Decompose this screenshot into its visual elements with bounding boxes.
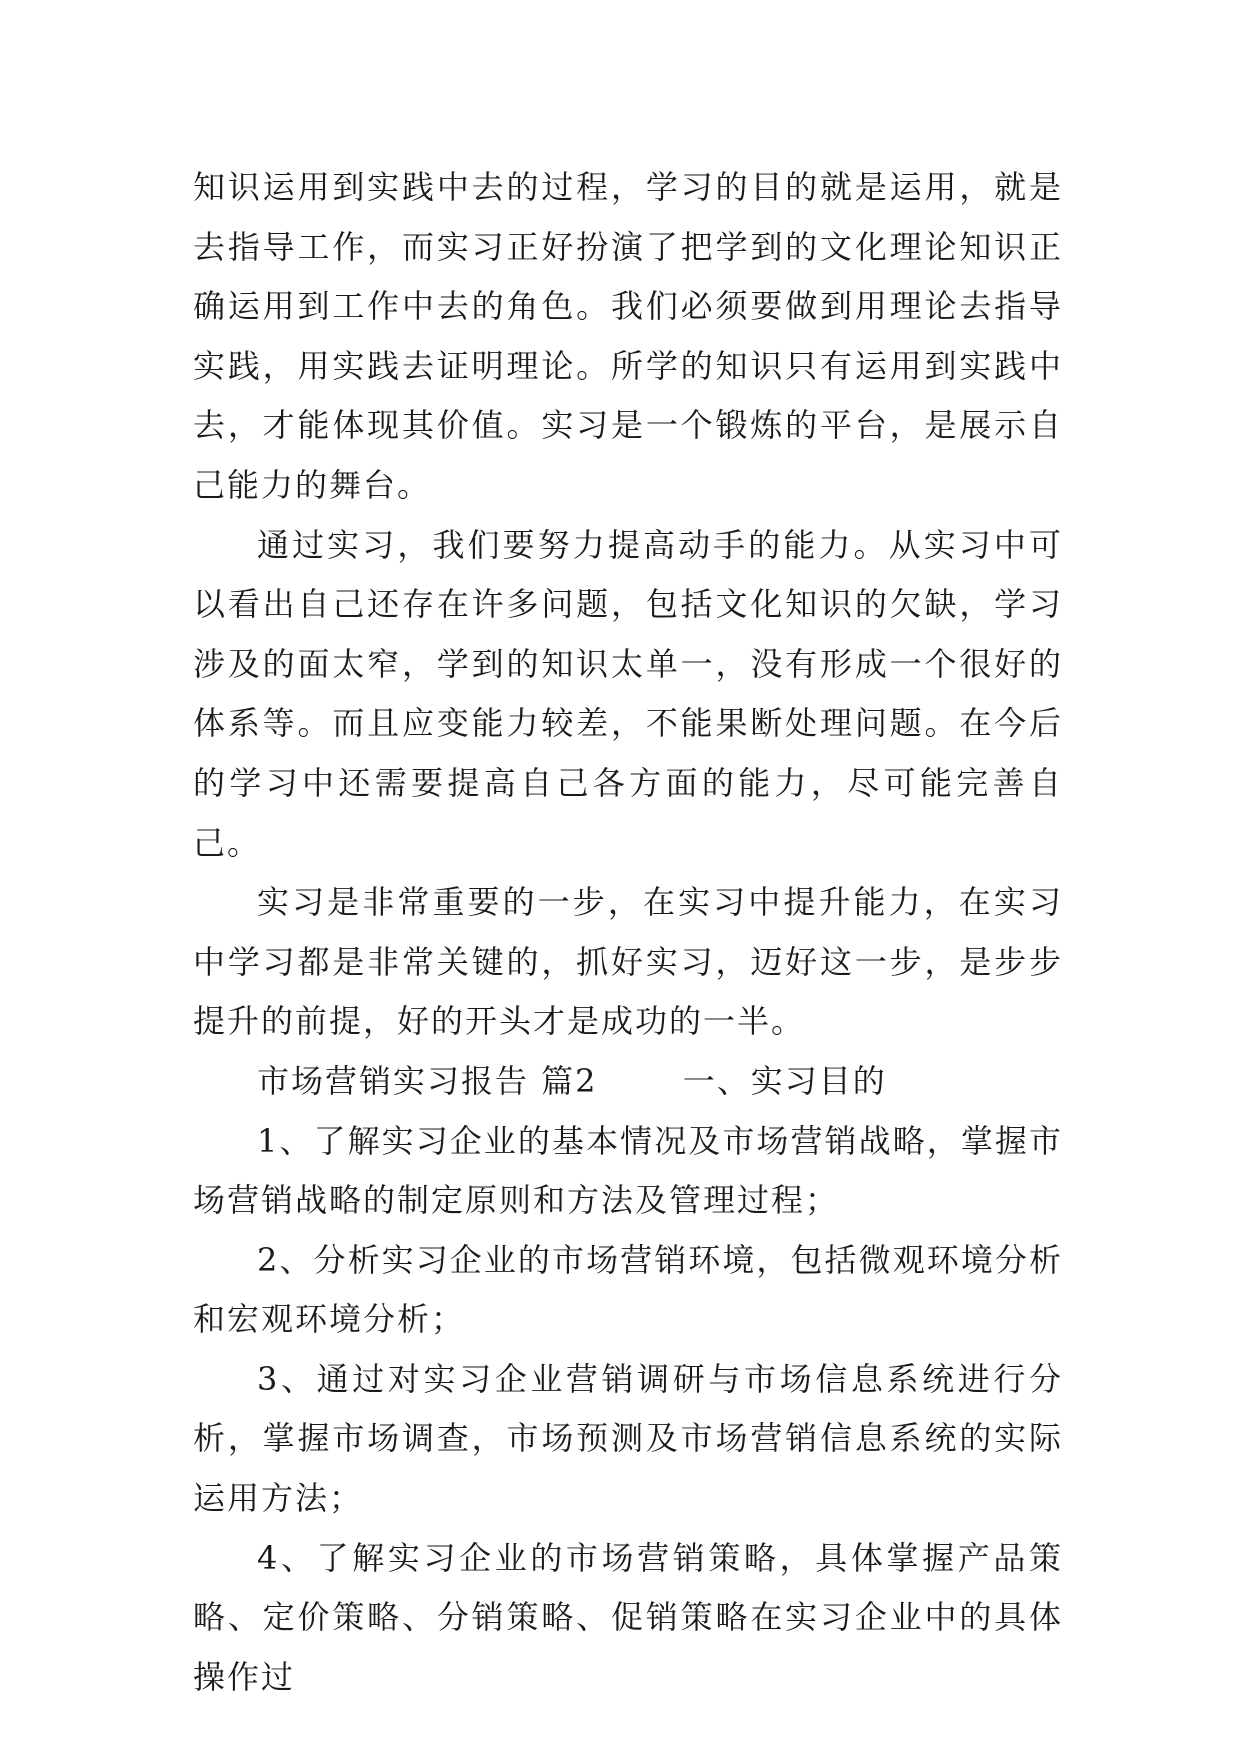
goal-item: 3、通过对实习企业营销调研与市场信息系统进行分析，掌握市场调查，市场预测及市场营销信息系统的实际运用方法； [193, 1359, 1063, 1518]
section-subtitle: 一、实习目的 [682, 1061, 887, 1100]
goal-item: 1、了解实习企业的基本情况及市场营销战略，掌握市场营销战略的制定原则和方法及管理过程； [193, 1121, 1063, 1220]
paragraph-importance: 实习是非常重要的一步，在实习中提升能力，在实习中学习都是非常关键的，抓好实习，迈好这一步，是步步提升的前提，好的开头才是成功的一半。 [193, 883, 1063, 1041]
goal-item: 4、了解实习企业的市场营销策略，具体掌握产品策略、定价策略、分销策略、促销策略在实习企业中的具体操作过 [193, 1538, 1063, 1696]
paragraph-improve-ability: 通过实习，我们要努力提高动手的能力。从实习中可以看出自己还存在许多问题，包括文化知识的欠缺，学习涉及的面太窄，学到的知识太单一，没有形成一个很好的体系等。而且应变能力较差，不能果断处理问题。在今后的学习中还需要提高自己各方面的能力，尽可能完善自己。 [193, 525, 1063, 862]
section-heading [193, 1052, 1063, 1112]
paragraph-intro: 知识运用到实践中去的过程，学习的目的就是运用，就是去指导工作，而实习正好扮演了把学到的文化理论知识正确运用到工作中去的角色。我们必须要做到用理论去指导实践，用实践去证明理论。所学的知识只有运用到实践中去，才能体现其价值。实习是一个锻炼的平台，是展示自己能力的舞台。 [193, 168, 1063, 504]
section-title: 市场营销实习报告 篇2 [257, 1061, 598, 1100]
document-body [193, 158, 1063, 1707]
goal-item: 2、分析实习企业的市场营销环境，包括微观环境分析和宏观环境分析； [193, 1240, 1063, 1339]
